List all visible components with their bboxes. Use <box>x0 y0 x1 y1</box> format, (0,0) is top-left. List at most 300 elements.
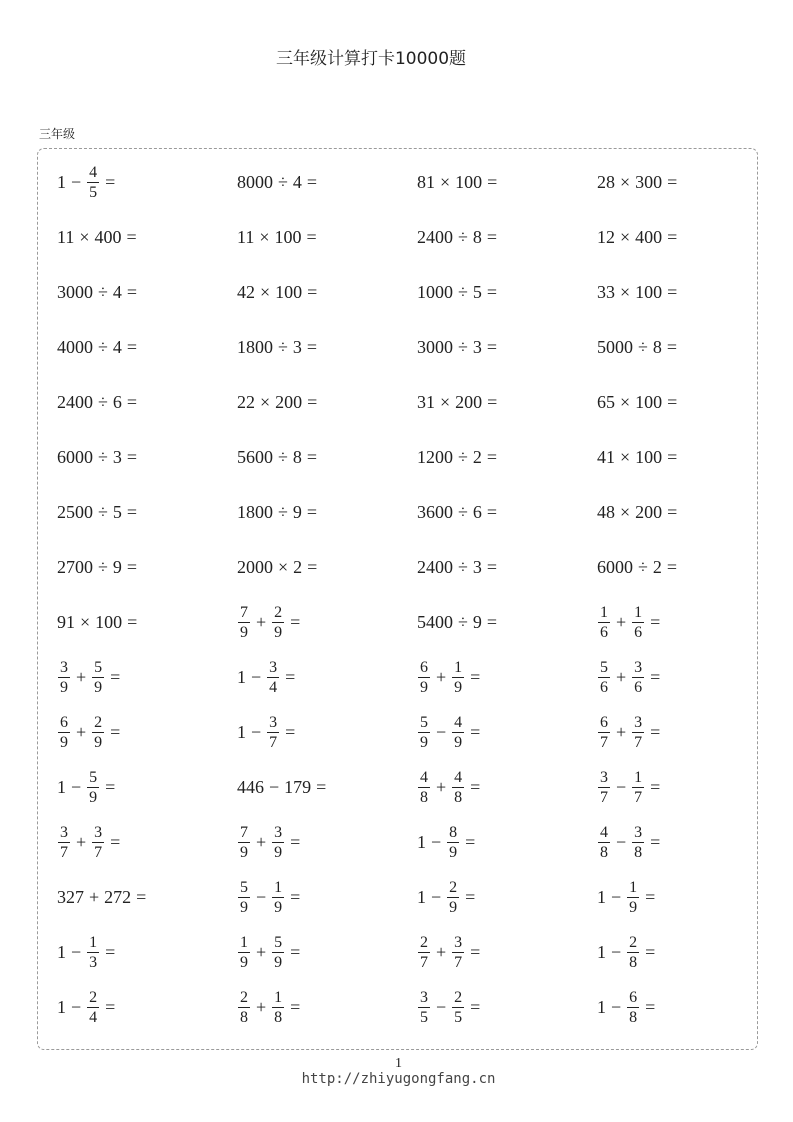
operator: = <box>290 887 301 907</box>
fraction-numerator: 1 <box>274 879 283 896</box>
fraction-numerator: 7 <box>240 824 248 841</box>
fraction <box>418 769 430 806</box>
operator: − <box>71 997 82 1017</box>
operator: = <box>667 502 678 522</box>
fraction <box>92 659 104 696</box>
fraction-denominator: 9 <box>94 734 103 751</box>
fraction <box>272 934 284 971</box>
fraction <box>418 934 430 971</box>
number: 1 <box>417 887 426 907</box>
operator: = <box>126 337 138 357</box>
operator: = <box>110 667 121 687</box>
operator: = <box>470 942 481 962</box>
fraction <box>598 714 610 751</box>
fraction-denominator: 5 <box>454 1009 463 1026</box>
problem-row <box>57 320 777 375</box>
number: 91 <box>57 612 75 632</box>
operator: = <box>667 282 678 302</box>
problem-row <box>57 980 777 1035</box>
operator: × <box>440 392 451 412</box>
number: 5 <box>112 502 122 522</box>
number: 3600 <box>417 502 453 522</box>
fraction-denominator: 7 <box>600 734 608 751</box>
operator: = <box>105 172 116 192</box>
fraction-denominator: 9 <box>60 734 68 751</box>
fraction <box>632 604 644 641</box>
fraction-numerator: 4 <box>454 769 463 786</box>
operator: = <box>486 557 498 577</box>
fraction-denominator: 9 <box>274 844 283 861</box>
number: 6000 <box>597 557 633 577</box>
fraction-numerator: 6 <box>420 659 428 676</box>
problem-item <box>417 934 597 971</box>
fraction <box>238 824 250 861</box>
operator: − <box>269 777 280 797</box>
operator: × <box>440 172 451 192</box>
number: 100 <box>95 612 123 632</box>
problem-item <box>417 659 597 696</box>
problem-item <box>597 879 777 916</box>
operator: + <box>436 777 447 797</box>
number: 4 <box>112 282 122 302</box>
fraction-denominator: 7 <box>600 789 608 806</box>
number: 400 <box>94 227 122 247</box>
fraction-numerator: 2 <box>240 989 248 1006</box>
number: 1 <box>57 172 66 192</box>
fraction-denominator: 6 <box>634 624 643 641</box>
fraction <box>418 659 430 696</box>
fraction-numerator: 1 <box>454 659 463 676</box>
fraction-denominator: 4 <box>89 1009 98 1026</box>
operator: = <box>290 942 301 962</box>
operator: = <box>650 612 661 632</box>
fraction <box>632 714 644 751</box>
number: 2 <box>293 557 303 577</box>
operator: = <box>306 172 318 192</box>
problem-item <box>57 824 237 861</box>
operator: + <box>89 887 100 907</box>
number: 179 <box>284 777 312 797</box>
footer-url: http://zhiyugongfang.cn <box>301 1071 496 1087</box>
fraction <box>452 934 464 971</box>
operator: = <box>110 722 121 742</box>
operator: = <box>470 722 481 742</box>
operator: = <box>667 447 678 467</box>
fraction-numerator: 1 <box>634 604 643 621</box>
operator: = <box>307 557 318 577</box>
problem-item <box>597 227 777 248</box>
operator: ÷ <box>98 392 108 412</box>
number: 6 <box>472 502 482 522</box>
operator: ÷ <box>278 337 288 357</box>
operator: = <box>486 612 498 632</box>
operator: − <box>616 777 627 797</box>
fraction-denominator: 9 <box>240 624 248 641</box>
operator: = <box>126 282 138 302</box>
number: 4 <box>112 337 122 357</box>
number: 3 <box>472 337 482 357</box>
operator: − <box>431 887 442 907</box>
number: 42 <box>237 282 255 302</box>
fraction-denominator: 5 <box>89 184 98 201</box>
number: 200 <box>635 502 663 522</box>
fraction-numerator: 3 <box>269 659 278 676</box>
fraction-denominator: 9 <box>420 679 428 696</box>
fraction-numerator: 3 <box>454 934 463 951</box>
number: 2400 <box>57 392 93 412</box>
operator: = <box>126 227 137 247</box>
problem-item <box>237 337 417 358</box>
problem-item <box>237 172 417 193</box>
operator: = <box>126 502 138 522</box>
problem-item <box>237 227 417 248</box>
operator: × <box>260 282 271 302</box>
fraction-denominator: 6 <box>634 679 643 696</box>
problem-item <box>417 172 597 193</box>
problem-item <box>417 337 597 358</box>
number: 65 <box>597 392 615 412</box>
operator: = <box>667 227 678 247</box>
operator: ÷ <box>638 337 648 357</box>
number: 100 <box>635 282 663 302</box>
problem-row <box>57 595 777 650</box>
fraction <box>267 714 279 751</box>
fraction-denominator: 7 <box>454 954 463 971</box>
operator: = <box>470 777 481 797</box>
problem-item <box>57 392 237 413</box>
number: 5600 <box>237 447 273 467</box>
operator: + <box>76 832 87 852</box>
operator: − <box>71 172 82 192</box>
operator: = <box>667 392 678 412</box>
number: 5400 <box>417 612 453 632</box>
fraction-denominator: 9 <box>420 734 428 751</box>
problem-item <box>597 172 777 193</box>
number: 5 <box>472 282 482 302</box>
operator: = <box>105 777 116 797</box>
fraction-denominator: 9 <box>274 954 283 971</box>
problem-item <box>237 604 417 641</box>
operator: + <box>76 667 87 687</box>
operator: ÷ <box>98 447 108 467</box>
operator: = <box>306 502 318 522</box>
operator: = <box>290 832 301 852</box>
problem-item <box>597 282 777 303</box>
operator: − <box>71 777 82 797</box>
fraction-numerator: 2 <box>420 934 428 951</box>
fraction-denominator: 9 <box>449 844 458 861</box>
fraction-denominator: 6 <box>600 679 608 696</box>
number: 3000 <box>417 337 453 357</box>
number: 8 <box>292 447 302 467</box>
operator: = <box>645 997 656 1017</box>
operator: = <box>290 997 301 1017</box>
fraction <box>272 879 284 916</box>
fraction-denominator: 7 <box>60 844 68 861</box>
problem-item <box>597 557 777 578</box>
problem-item <box>417 392 597 413</box>
operator: + <box>256 832 267 852</box>
number: 100 <box>274 227 302 247</box>
fraction-denominator: 8 <box>240 1009 248 1026</box>
operator: × <box>260 392 271 412</box>
problem-row <box>57 925 777 980</box>
operator: = <box>645 887 656 907</box>
fraction <box>267 659 279 696</box>
number: 272 <box>104 887 132 907</box>
operator: − <box>436 997 447 1017</box>
problem-grid <box>57 155 777 1035</box>
fraction <box>238 989 250 1026</box>
number: 6 <box>112 392 122 412</box>
operator: = <box>465 832 476 852</box>
fraction-denominator: 6 <box>600 624 608 641</box>
operator: = <box>487 172 498 192</box>
number: 28 <box>597 172 615 192</box>
operator: ÷ <box>458 502 468 522</box>
operator: = <box>316 777 327 797</box>
fraction-numerator: 4 <box>454 714 463 731</box>
fraction-numerator: 5 <box>274 934 283 951</box>
number: 6000 <box>57 447 93 467</box>
fraction-denominator: 8 <box>629 954 638 971</box>
fraction <box>632 769 644 806</box>
fraction-numerator: 5 <box>420 714 428 731</box>
problem-item <box>597 392 777 413</box>
fraction <box>632 659 644 696</box>
fraction-numerator: 3 <box>94 824 103 841</box>
number: 327 <box>57 887 84 907</box>
operator: = <box>110 832 121 852</box>
number: 9 <box>472 612 482 632</box>
fraction-numerator: 2 <box>629 934 638 951</box>
problem-item <box>237 282 417 303</box>
fraction-denominator: 9 <box>94 679 103 696</box>
fraction <box>447 879 459 916</box>
section-label: 三年级 <box>39 127 76 141</box>
fraction-numerator: 3 <box>420 989 428 1006</box>
fraction <box>418 989 430 1026</box>
fraction-denominator: 9 <box>449 899 458 916</box>
fraction <box>452 714 464 751</box>
operator: = <box>307 282 318 302</box>
fraction <box>238 604 250 641</box>
problem-item <box>417 989 597 1026</box>
operator: = <box>486 282 498 302</box>
fraction-denominator: 8 <box>454 789 463 806</box>
problem-item <box>417 557 597 578</box>
operator: + <box>256 942 267 962</box>
number: 1800 <box>237 337 273 357</box>
operator: = <box>645 942 656 962</box>
operator: × <box>620 282 631 302</box>
fraction-numerator: 8 <box>449 824 458 841</box>
operator: + <box>616 612 627 632</box>
number: 1 <box>57 777 66 797</box>
number: 2500 <box>57 502 93 522</box>
fraction-numerator: 1 <box>274 989 283 1006</box>
fraction-numerator: 1 <box>240 934 248 951</box>
fraction-numerator: 6 <box>60 714 68 731</box>
operator: = <box>126 392 138 412</box>
problem-row <box>57 870 777 925</box>
fraction-denominator: 7 <box>420 954 428 971</box>
operator: − <box>256 887 267 907</box>
number: 8000 <box>237 172 273 192</box>
operator: − <box>436 722 447 742</box>
problem-item <box>597 337 777 358</box>
problem-row <box>57 210 777 265</box>
operator: = <box>666 557 678 577</box>
operator: × <box>620 392 631 412</box>
problem-item <box>597 934 777 971</box>
operator: − <box>616 832 627 852</box>
fraction <box>598 604 610 641</box>
fraction <box>272 824 284 861</box>
problem-item <box>237 777 417 798</box>
page-title: 三年级计算打卡10000题 <box>275 49 467 69</box>
operator: + <box>616 722 627 742</box>
operator: = <box>486 337 498 357</box>
problem-item <box>597 659 777 696</box>
number: 100 <box>635 447 663 467</box>
number: 3 <box>112 447 122 467</box>
operator: + <box>256 997 267 1017</box>
operator: = <box>306 227 317 247</box>
fraction <box>627 879 639 916</box>
fraction-numerator: 4 <box>420 769 428 786</box>
number: 100 <box>275 282 303 302</box>
fraction-denominator: 9 <box>629 899 638 916</box>
operator: × <box>80 612 91 632</box>
problem-item <box>237 392 417 413</box>
fraction-denominator: 9 <box>60 679 68 696</box>
fraction <box>627 989 639 1026</box>
problem-item <box>57 989 237 1026</box>
operator: = <box>650 777 661 797</box>
operator: ÷ <box>98 282 108 302</box>
operator: = <box>487 392 498 412</box>
operator: = <box>650 832 661 852</box>
number: 2 <box>472 447 482 467</box>
problem-row <box>57 485 777 540</box>
number: 3000 <box>57 282 93 302</box>
page-number: 1 <box>395 1056 402 1071</box>
number: 100 <box>455 172 483 192</box>
operator: = <box>105 997 116 1017</box>
fraction-numerator: 3 <box>634 659 643 676</box>
operator: = <box>486 502 498 522</box>
number: 1 <box>417 832 426 852</box>
number: 3 <box>472 557 482 577</box>
fraction-denominator: 7 <box>634 734 643 751</box>
problem-item <box>57 612 237 633</box>
problem-item <box>417 227 597 248</box>
fraction-numerator: 2 <box>89 989 98 1006</box>
operator: × <box>620 172 631 192</box>
fraction-denominator: 8 <box>274 1009 283 1026</box>
problem-item <box>597 447 777 468</box>
fraction <box>87 769 99 806</box>
number: 4000 <box>57 337 93 357</box>
operator: = <box>306 447 318 467</box>
problem-row <box>57 540 777 595</box>
fraction-numerator: 1 <box>629 879 638 896</box>
fraction-numerator: 6 <box>600 714 608 731</box>
problem-item <box>237 824 417 861</box>
fraction-denominator: 9 <box>89 789 98 806</box>
fraction-numerator: 3 <box>269 714 278 731</box>
problem-item <box>597 989 777 1026</box>
fraction <box>58 824 70 861</box>
number: 1 <box>57 942 66 962</box>
number: 48 <box>597 502 615 522</box>
problem-item <box>417 282 597 303</box>
operator: = <box>650 667 661 687</box>
number: 1 <box>597 997 606 1017</box>
operator: = <box>465 887 476 907</box>
number: 100 <box>635 392 663 412</box>
problem-item <box>417 714 597 751</box>
fraction-numerator: 5 <box>94 659 103 676</box>
operator: = <box>666 337 678 357</box>
problem-item <box>237 879 417 916</box>
operator: = <box>486 447 498 467</box>
operator: ÷ <box>278 447 288 467</box>
problem-item <box>237 659 417 696</box>
problem-item <box>237 934 417 971</box>
problem-item <box>237 714 417 751</box>
problem-item <box>597 769 777 806</box>
fraction-denominator: 8 <box>420 789 428 806</box>
operator: − <box>611 997 622 1017</box>
fraction-numerator: 2 <box>94 714 103 731</box>
number: 3 <box>292 337 302 357</box>
fraction <box>598 769 610 806</box>
operator: × <box>620 227 631 247</box>
problem-item <box>597 502 777 523</box>
operator: − <box>251 667 262 687</box>
operator: + <box>76 722 87 742</box>
operator: = <box>285 667 296 687</box>
number: 31 <box>417 392 435 412</box>
operator: ÷ <box>458 447 468 467</box>
fraction-denominator: 5 <box>420 1009 428 1026</box>
fraction <box>452 769 464 806</box>
operator: − <box>71 942 82 962</box>
fraction <box>452 659 464 696</box>
number: 8 <box>472 227 482 247</box>
fraction-denominator: 7 <box>634 789 643 806</box>
operator: = <box>285 722 296 742</box>
problem-item <box>57 337 237 358</box>
fraction <box>272 989 284 1026</box>
problem-item <box>417 824 597 861</box>
problem-item <box>237 989 417 1026</box>
fraction-numerator: 5 <box>240 879 248 896</box>
operator: = <box>470 997 481 1017</box>
fraction-denominator: 9 <box>240 844 248 861</box>
operator: = <box>127 612 138 632</box>
problem-row <box>57 760 777 815</box>
problem-item <box>597 824 777 861</box>
fraction <box>598 659 610 696</box>
problem-item <box>417 502 597 523</box>
problem-item <box>57 447 237 468</box>
problem-item <box>417 769 597 806</box>
fraction-numerator: 1 <box>89 934 98 951</box>
operator: ÷ <box>458 282 468 302</box>
